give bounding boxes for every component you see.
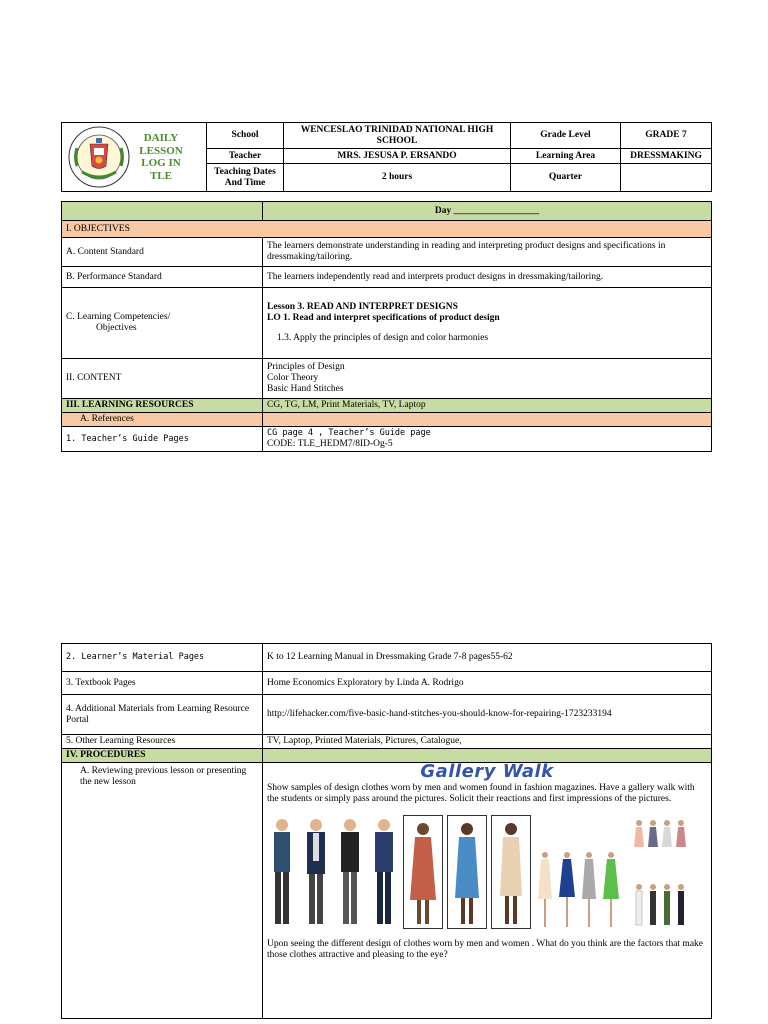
- grade-level-label: Grade Level: [511, 123, 621, 149]
- lo-item: 1.3. Apply the principles of design and color harmonies: [277, 333, 489, 343]
- additional-value: http://lifehacker.com/five-basic-hand-stitches-you-should-know-for-repairing-1723233194: [263, 695, 712, 735]
- quarter-label: Quarter: [511, 164, 621, 192]
- woman-frame: [447, 815, 487, 929]
- grade-level-value: GRADE 7: [621, 123, 712, 149]
- lo-title: LO 1. Read and interpret specifications of product design: [267, 313, 500, 323]
- gallery-instruction: Show samples of design clothes worn by men and women found in fashion magazines. Have a gallery walk with the students or simply pass around the pictures. Solicit their reactions and first impressions of the pictures.: [267, 783, 695, 804]
- learning-area-label: Learning Area: [511, 149, 621, 164]
- gallery-question: Upon seeing the different design of clothes worn by men and women . What do you think are the factors that make those clothes attractive and pleasing to the eye?: [267, 939, 704, 960]
- resources-heading: III. LEARNING RESOURCES: [62, 399, 263, 413]
- woman-dress-icon: [406, 820, 440, 928]
- man-figure-icon: [301, 817, 331, 929]
- performance-standard-label: B. Performance Standard: [62, 267, 263, 288]
- woman-frame: [491, 815, 531, 929]
- woman-dress-icon: [450, 820, 484, 928]
- references-blank: [263, 413, 712, 427]
- content-items: [263, 359, 712, 399]
- content-standard-label: A. Content Standard: [62, 238, 263, 267]
- lm-label: 2. Learner’s Material Pages: [62, 644, 263, 672]
- dates-label: Teaching Dates And Time: [207, 164, 284, 192]
- learning-area-value: DRESSMAKING: [621, 149, 712, 164]
- lm-value: K to 12 Learning Manual in Dressmaking Grade 7-8 pages55-62: [263, 644, 712, 672]
- quarter-value: [621, 164, 712, 192]
- review-label: A. Reviewing previous lesson or presenting the new lesson: [62, 763, 263, 1019]
- school-value: WENCESLAO TRINIDAD NATIONAL HIGH SCHOOL: [284, 123, 511, 149]
- man-figure-icon: [369, 817, 399, 929]
- teacher-value: MRS. JESUSA P. ERSANDO: [284, 149, 511, 164]
- content-label: II. CONTENT: [62, 359, 263, 399]
- performance-standard-value: The learners independently read and interprets product designs in dressmaking/tailoring.: [263, 267, 712, 288]
- lesson-title: Lesson 3. READ AND INTERPRET DESIGNS: [267, 302, 458, 312]
- content-standard-value: The learners demonstrate understanding in reading and interpreting product designs and specifications in dressmaking/tailoring.: [263, 238, 712, 267]
- man-figure-icon: [267, 817, 297, 929]
- fashion-sketches-icon: [631, 817, 689, 929]
- textbook-value: Home Economics Exploratory by Linda A. Rodrigo: [263, 672, 712, 695]
- school-seal-icon: [68, 126, 130, 188]
- gallery-walk-title: Gallery Walk: [420, 761, 554, 782]
- textbook-label: 3. Textbook Pages: [62, 672, 263, 695]
- competencies-label: C. Learning Competencies/ Objectives: [62, 288, 263, 359]
- day-label: Day __________________: [263, 202, 712, 221]
- woman-frame: [403, 815, 443, 929]
- school-logo-cell: [62, 123, 207, 192]
- dates-value: 2 hours: [284, 164, 511, 192]
- woman-dress-icon: [494, 820, 528, 928]
- review-content: [263, 763, 712, 1019]
- fashion-figures: [267, 813, 707, 929]
- resources-procedures-table: [61, 643, 712, 1019]
- objectives-heading: I. OBJECTIVES: [62, 221, 712, 238]
- dll-title: DAILY LESSON LOG IN TLE: [139, 132, 183, 182]
- tg-label: 1. Teacher’s Guide Pages: [62, 427, 263, 452]
- additional-label: 4. Additional Materials from Learning Resource Portal: [62, 695, 263, 735]
- references-label: A. References: [62, 413, 263, 427]
- day-blank-cell: [62, 202, 263, 221]
- resources-heading-value: CG, TG, LM, Print Materials, TV, Laptop: [263, 399, 712, 413]
- school-label: School: [207, 123, 284, 149]
- content-item: Principles of Design: [267, 362, 345, 372]
- tg-value: CG page 4 , Teacher’s Guide page CODE: TLE_HEDM7/8ID-Og-5: [263, 427, 712, 452]
- content-item: Basic Hand Stitches: [267, 384, 344, 394]
- objectives-table: [61, 201, 712, 452]
- man-figure-icon: [335, 817, 365, 929]
- procedures-heading: IV. PROCEDURES: [62, 749, 263, 763]
- teacher-label: Teacher: [207, 149, 284, 164]
- fashion-sketches-icon: [535, 849, 627, 929]
- header-table: [61, 122, 712, 192]
- content-item: Color Theory: [267, 373, 319, 383]
- competencies-value: [263, 288, 712, 359]
- other-label: 5. Other Learning Resources: [62, 735, 263, 749]
- other-value: TV, Laptop, Printed Materials, Pictures, Catalogue,: [263, 735, 712, 749]
